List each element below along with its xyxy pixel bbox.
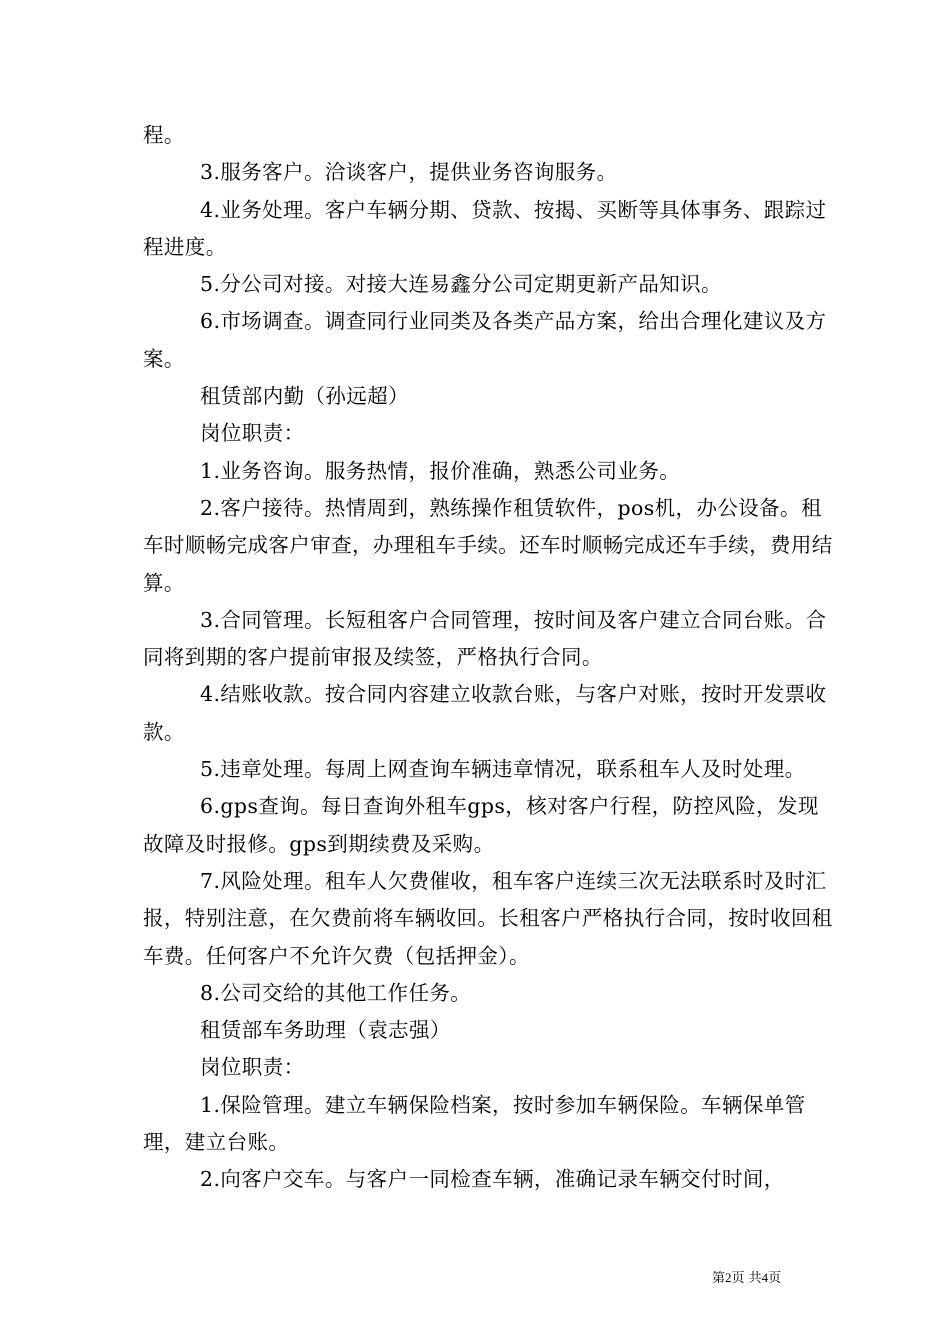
paragraph-item-5-branch-liaison: 5.分公司对接。对接大连易鑫分公司定期更新产品知识。 [200, 272, 722, 297]
paragraph-item-7-risk: 7.风险处理。租车人欠费催收，租车客户连续三次无法联系时及时汇报，特别注意，在欠费前将车辆收回。长租客户严格执行合同，按时收回租车费。任何客户不允许欠费（包括押金）。 [143, 868, 833, 968]
footer-current-page: 2 [725, 1270, 732, 1285]
paragraph-item-8-other-tasks: 8.公司交给的其他工作任务。 [200, 980, 472, 1005]
paragraph-item-3-service-customers: 3.服务客户。洽谈客户，提供业务咨询服务。 [200, 160, 618, 185]
paragraph-item-6-market-survey: 6.市场调查。调查同行业同类及各类产品方案，给出合理化建议及方案。 [143, 309, 827, 371]
paragraph-item-6-gps: 6.gps查询。每日查询外租车gps，核对客户行程，防控风险，发现故障及时报修。gps到期续费及采购。 [143, 794, 819, 856]
paragraph-item-4-billing: 4.结账收款。按合同内容建立收款台账，与客户对账，按时开发票收款。 [143, 682, 827, 744]
paragraph-continuation: 程。 [143, 123, 185, 147]
paragraph-item-3-contract-management: 3.合同管理。长短租客户合同管理，按时间及客户建立合同台账。合同将到期的客户提前审报及续签，严格执行合同。 [143, 607, 827, 670]
section-heading-vehicle-assistant: 租赁部车务助理（袁志强） [200, 1018, 451, 1043]
paragraph-item-2-vehicle-handover: 2.向客户交车。与客户一同检查车辆，准确记录车辆交付时间， [200, 1167, 785, 1192]
document-body [143, 117, 833, 1199]
footer-suffix: 页 [768, 1271, 782, 1286]
section-subheading-responsibilities-2: 岗位职责： [200, 1055, 305, 1080]
paragraph-item-1-consultation: 1.业务咨询。服务热情，报价准确，熟悉公司业务。 [200, 458, 681, 483]
footer-prefix: 第 [712, 1271, 726, 1286]
paragraph-item-1-insurance: 1.保险管理。建立车辆保险档案，按时参加车辆保险。车辆保单管理，建立台账。 [143, 1092, 806, 1155]
footer-middle: 页 共 [731, 1271, 762, 1286]
paragraph-item-4-business-processing: 4.业务处理。客户车辆分期、贷款、按揭、买断等具体事务、跟踪过程进度。 [143, 197, 827, 259]
paragraph-item-5-violations: 5.违章处理。每周上网查询车辆违章情况，联系租车人及时处理。 [200, 757, 806, 782]
section-heading-leasing-office-staff: 租赁部内勤（孙远超） [200, 384, 409, 409]
paragraph-item-2-reception: 2.客户接待。热情周到，熟练操作租赁软件，pos机，办公设备。租车时顺畅完成客户审查，办理租车手续。还车时顺畅完成还车手续，费用结算。 [143, 495, 833, 595]
section-subheading-responsibilities: 岗位职责： [200, 421, 305, 446]
footer-total-pages: 4 [761, 1270, 769, 1285]
page-number-footer [712, 1269, 781, 1288]
